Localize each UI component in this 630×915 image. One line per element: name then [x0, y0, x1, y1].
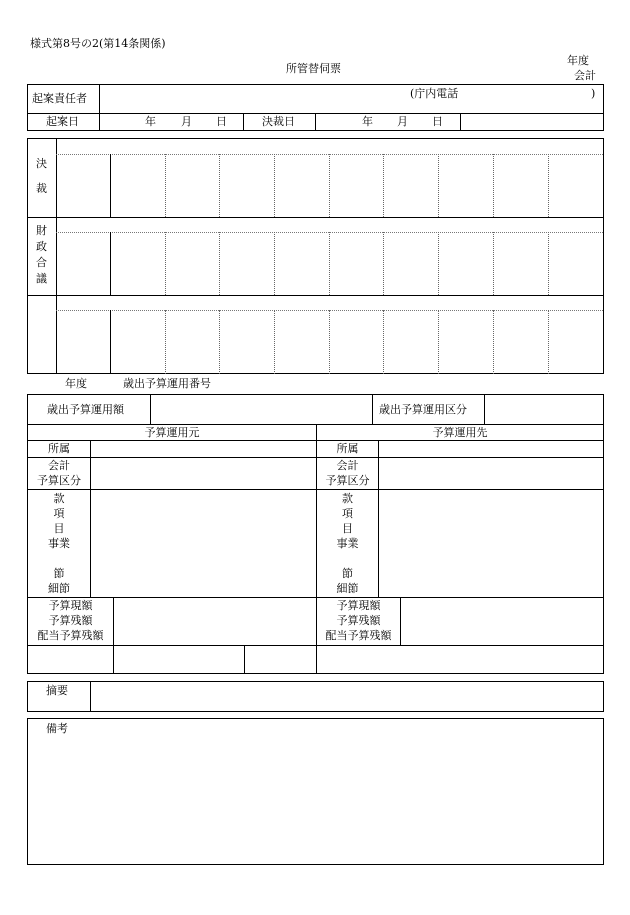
- dst-budget-amount-field[interactable]: [401, 598, 603, 644]
- phone-close: ): [591, 87, 596, 100]
- zaisei-char-3: 合: [36, 256, 47, 269]
- category-field[interactable]: [485, 395, 603, 423]
- summary-field[interactable]: [91, 682, 603, 711]
- decision-day: 日: [432, 115, 443, 128]
- draft-month: 月: [181, 115, 192, 128]
- approval-grid: [27, 138, 604, 374]
- budget-number-label: 歳出予算運用番号: [123, 377, 211, 390]
- dst-account-field[interactable]: [379, 458, 603, 488]
- form-number: 様式第8号の2(第14条関係): [30, 37, 166, 50]
- dst-setsu-label: 節: [342, 567, 353, 580]
- dst-subject-field[interactable]: [379, 490, 603, 596]
- remarks-field[interactable]: [28, 740, 603, 864]
- dst-section-label: 予算区分: [325, 474, 370, 487]
- src-current-label: 予算現額: [48, 599, 93, 612]
- src-remaining-label: 予算残額: [48, 614, 93, 627]
- src-moku-label: 目: [53, 522, 65, 535]
- zaisei-char-1: 財: [36, 224, 47, 237]
- dst-moku-label: 目: [342, 522, 353, 535]
- dst-remaining-label: 予算残額: [336, 614, 381, 627]
- draft-day: 日: [216, 115, 227, 128]
- form-title: 所管替伺票: [286, 62, 341, 75]
- phone-label: (庁内電話: [410, 87, 459, 100]
- src-jigyo-label: 事業: [48, 537, 70, 550]
- src-account-field[interactable]: [91, 458, 315, 488]
- category-label: 歳出予算運用区分: [379, 403, 467, 416]
- draft-date-label: 起案日: [46, 115, 79, 128]
- amount-field[interactable]: [151, 395, 371, 423]
- decision-year: 年: [362, 115, 373, 128]
- src-section-label: 予算区分: [37, 474, 81, 487]
- dst-kou-label: 項: [342, 507, 353, 520]
- src-setsu-label: 節: [53, 567, 65, 580]
- src-allocated-label: 配当予算残額: [37, 629, 104, 642]
- zaisei-char-4: 議: [36, 272, 47, 285]
- dst-affiliation-field[interactable]: [379, 441, 603, 456]
- src-kan-label: 款: [53, 492, 65, 505]
- src-kou-label: 項: [53, 507, 65, 520]
- fiscal-year-label: 年度: [567, 54, 589, 67]
- source-header: 予算運用元: [144, 426, 200, 439]
- dst-jigyo-label: 事業: [336, 537, 359, 550]
- summary-label: 摘要: [46, 684, 68, 697]
- kessai-char-1: 決: [36, 157, 47, 170]
- decision-month: 月: [397, 115, 408, 128]
- decision-date-label: 決裁日: [262, 115, 295, 128]
- zaisei-char-2: 政: [36, 240, 47, 253]
- src-subject-field[interactable]: [91, 490, 315, 596]
- src-affiliation-label: 所属: [48, 442, 70, 455]
- dst-account-label: 会計: [336, 459, 359, 472]
- kessai-char-2: 裁: [36, 182, 47, 195]
- drafter-field[interactable]: [99, 85, 603, 112]
- budget-fiscal-year: 年度: [65, 377, 87, 390]
- amount-label: 歳出予算運用額: [47, 403, 124, 416]
- dest-header: 予算運用先: [432, 426, 488, 439]
- dst-allocated-label: 配当予算残額: [325, 629, 392, 642]
- dst-saisetsu-label: 細節: [336, 582, 359, 595]
- dst-kan-label: 款: [342, 492, 353, 505]
- draft-year: 年: [145, 115, 156, 128]
- dst-affiliation-label: 所属: [336, 442, 359, 455]
- src-affiliation-field[interactable]: [91, 441, 315, 456]
- drafter-label: 起案責任者: [32, 92, 87, 105]
- dst-current-label: 予算現額: [336, 599, 381, 612]
- remarks-label: 備考: [46, 722, 68, 735]
- src-account-label: 会計: [48, 459, 70, 472]
- src-budget-amount-field[interactable]: [114, 598, 315, 644]
- account-label: 会計: [574, 69, 596, 82]
- src-saisetsu-label: 細節: [48, 582, 70, 595]
